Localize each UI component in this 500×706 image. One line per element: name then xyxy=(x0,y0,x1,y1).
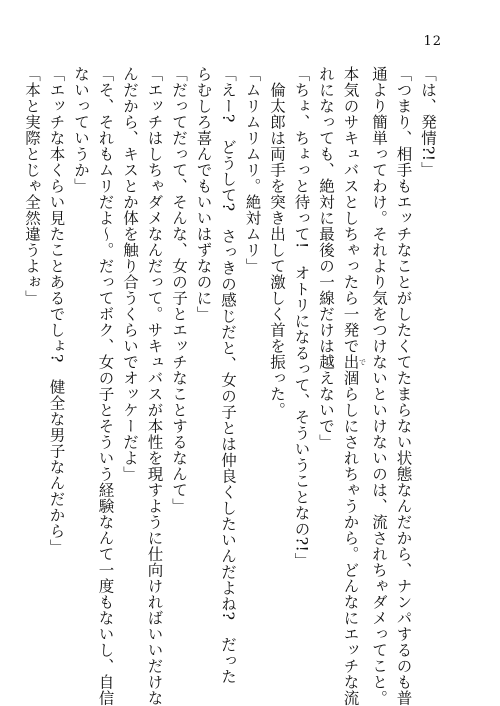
text-line: れになっても、絶対に最後の一線だけは越えないで」 xyxy=(317,66,335,450)
text-line: 「だってだって、そんな、女の子とエッチなことするなんて」 xyxy=(170,66,188,514)
text-line: んだから、キスとか体を触り合うくらいでオッケーだよ」 xyxy=(121,66,139,482)
text-line: ないっていうか」 xyxy=(72,66,90,194)
page-number: 12 xyxy=(423,34,442,49)
text-line: 「エッチはしちゃダメなんだって。サキュバスが本性を現すように仕向ければいいだけな xyxy=(145,66,164,706)
text-line: らむしろ喜んでもいいはずなのに」 xyxy=(194,66,213,322)
text-line: 「ちょ、ちょっと待って! オトリになるって、そういうことなの?!」 xyxy=(292,66,311,569)
text-line: 「えー? どうして? さっきの感じだと、女の子とは仲良くしたいんだよね? だった xyxy=(219,66,237,685)
ruby-annotation: 出 で xyxy=(341,354,367,370)
text-line: 「エッチな本くらい見たことあるでしょ? 健全な男子なんだから」 xyxy=(47,66,66,555)
text-line: 通より簡単ってわけ。それより気をつけないといけないのは、流されちゃダメってこと。 xyxy=(370,66,388,706)
text-line: 「ムリムリムリ。絶対ムリ」 xyxy=(243,66,262,274)
text-line: 倫太郎は両手を突き出して激しく首を振った。 xyxy=(268,81,286,418)
text-line: 「本と実際とじゃ全然違うよぉ」 xyxy=(23,66,41,306)
text-line: 「そ、それもムリだよ〜。だってボク、女の子とそういう経験なんて一度もないし、自信 xyxy=(96,66,115,706)
text-line: 「は、発情?!」 xyxy=(419,66,437,178)
text-line: 本気のサキュバスとしちゃったら一発で出 で涸らしにされちゃうから。どんなにエッチな流 xyxy=(341,66,367,706)
vertical-text-block xyxy=(20,66,441,706)
text-line: 「つまり、相手もエッチなことがしたくてたまらない状態なんだから、ナンパするのも普 xyxy=(394,66,413,706)
